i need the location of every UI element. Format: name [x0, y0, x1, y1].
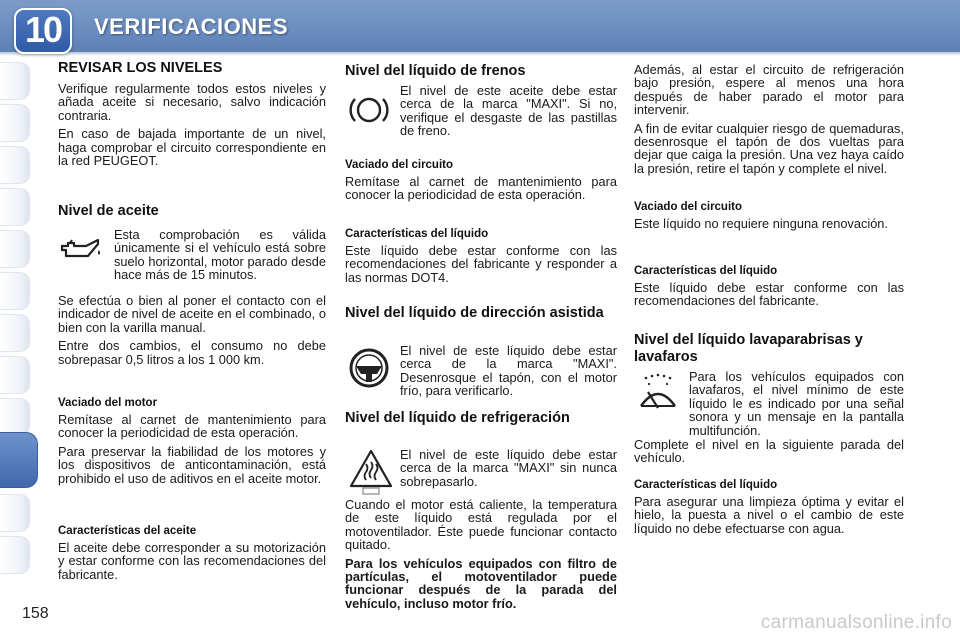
washer-fluid-text-a — [689, 370, 904, 437]
side-tab-2[interactable] — [0, 104, 30, 142]
side-tab-4[interactable] — [0, 188, 30, 226]
brake-drain-text: Remítase al carnet de mantenimiento para conocer la periodicidad de esta operación. — [345, 174, 617, 203]
engine-drain-text: Remítase al carnet de mantenimiento para conocer la periodicidad de esta operación. — [58, 412, 326, 441]
intro-paragraph: Verifique regularmente todos estos niveles y añada aceite si necesario, salvo indicación contraria. — [58, 81, 326, 123]
washer-refill-text: Complete el nivel en la siguiente parada del vehículo. — [634, 437, 904, 466]
side-tab-11[interactable] — [0, 494, 30, 532]
subtitle-washer-specs: Características del líquido — [634, 479, 778, 491]
side-tab-8[interactable] — [0, 356, 30, 394]
particle-filter-warning: Para los vehículos equipados con filtro de partículas, el motoventilador puede funcionar después de la parada del vehículo, incluso motor frío. — [345, 555, 617, 611]
side-tab-9[interactable] — [0, 398, 30, 436]
section-title-check-levels: REVISAR LOS NIVELES — [58, 60, 223, 76]
oil-check-condition: Esta comprobación es válida únicamente si el vehículo está sobre suelo horizontal, motor parado desde hace más de 15 minutos. — [114, 227, 326, 283]
section-title-coolant: Nivel del líquido de refrigeración — [345, 410, 570, 426]
additives-warning: Para preservar la fiabilidad de los motores y los dispositivos de anticontaminación, está prohibido el uso de aditivos en el aceite motor. — [58, 443, 326, 486]
washer-specs-text: Para asegurar una limpieza óptima y evitar el hielo, la puesta a nivel o el cambio de este líquido no debe efectuarse con agua. — [634, 494, 904, 536]
subtitle-coolant-drain: Vaciado del circuito — [634, 201, 743, 213]
power-steering-text: El nivel de este líquido debe estar cerca de la marca "MAXI". Desenrosque el tapón, con el motor frío, para verificarlo. — [400, 343, 617, 399]
chapter-title: VERIFICACIONES — [94, 14, 289, 39]
brake-specs-text: Este líquido debe estar conforme con las recomendaciones del fabricante y responder a las normas DOT4. — [345, 243, 617, 285]
side-tab-7[interactable] — [0, 314, 30, 352]
coolant-level-text: El nivel de este líquido debe estar cerca de la marca "MAXI" sin nunca sobrepasarlo. — [400, 447, 617, 489]
chapter-number-badge: 10 — [14, 8, 72, 54]
coolant-pressure-text: Además, al estar el circuito de refrigeración bajo presión, espere al menos una hora después de haber parado el motor para intervenir. — [634, 62, 904, 118]
oil-check-method: Se efectúa o bien al poner el contacto con el indicador de nivel de aceite en el combinado, o bien con la varilla manual. — [58, 293, 326, 335]
page-number: 158 — [22, 605, 49, 622]
watermark-text: carmanualsonline.info — [760, 612, 952, 633]
coolant-specs-text: Este líquido debe estar conforme con las recomendaciones del fabricante. — [634, 280, 904, 309]
subtitle-brake-drain: Vaciado del circuito — [345, 159, 454, 171]
windscreen-washer-icon — [636, 372, 680, 416]
coolant-drain-text: Este líquido no requiere ninguna renovación. — [634, 216, 888, 231]
side-tab-12[interactable] — [0, 536, 30, 574]
steering-wheel-icon — [347, 346, 391, 390]
coolant-temperature-text: Cuando el motor está caliente, la temperatura de este líquido está regulada por el motoventilador. Éste puede funcionar contacto quitado. — [345, 497, 617, 553]
subtitle-oil-specs: Características del aceite — [58, 525, 197, 537]
side-tab-active-chapter[interactable] — [0, 432, 38, 488]
burn-risk-text: A fin de evitar cualquier riesgo de quemaduras, desenrosque el tapón de dos vueltas para dejar que caiga la presión. Una vez haya caído la presión, retire el tapón y complete el nivel. — [634, 120, 904, 176]
side-tab-1[interactable] — [0, 62, 30, 100]
subtitle-coolant-specs: Características del líquido — [634, 265, 778, 277]
header-shadow — [0, 52, 960, 56]
section-title-power-steering: Nivel del líquido de dirección asistida — [345, 305, 604, 321]
brake-warning-icon — [347, 88, 391, 132]
hot-coolant-warning-icon — [349, 448, 393, 492]
subtitle-engine-drain: Vaciado del motor — [58, 397, 158, 409]
washer-fluid-text: Para los vehículos equipados con lavafaros, el nivel mínimo de este líquido le es indicado por una señal sonora y un mensaje en la pantalla multifunción. — [689, 369, 904, 438]
side-tab-5[interactable] — [0, 230, 30, 268]
side-tab-3[interactable] — [0, 146, 30, 184]
oil-can-icon — [58, 232, 102, 276]
oil-specs-text: El aceite debe corresponder a su motorización y estar conforme con las recomendaciones del fabricante. — [58, 540, 326, 582]
brake-fluid-text: El nivel de este aceite debe estar cerca de la marca "MAXI". Si no, verifique el desgaste de las pastillas de freno. — [400, 83, 617, 139]
section-title-oil-level: Nivel de aceite — [58, 203, 159, 219]
subtitle-brake-specs: Características del líquido — [345, 228, 489, 240]
oil-consumption-note: Entre dos cambios, el consumo no debe sobrepasar 0,5 litros a los 1 000 km. — [58, 338, 326, 367]
side-tab-6[interactable] — [0, 272, 30, 310]
section-title-brake-fluid: Nivel del líquido de frenos — [345, 63, 526, 79]
intro-paragraph-2: En caso de bajada importante de un nivel, haga comprobar el circuito correspondiente en la red PEUGEOT. — [58, 126, 326, 169]
section-title-washer-fluid: Nivel del líquido lavaparabrisas y lavafaros — [634, 332, 863, 365]
